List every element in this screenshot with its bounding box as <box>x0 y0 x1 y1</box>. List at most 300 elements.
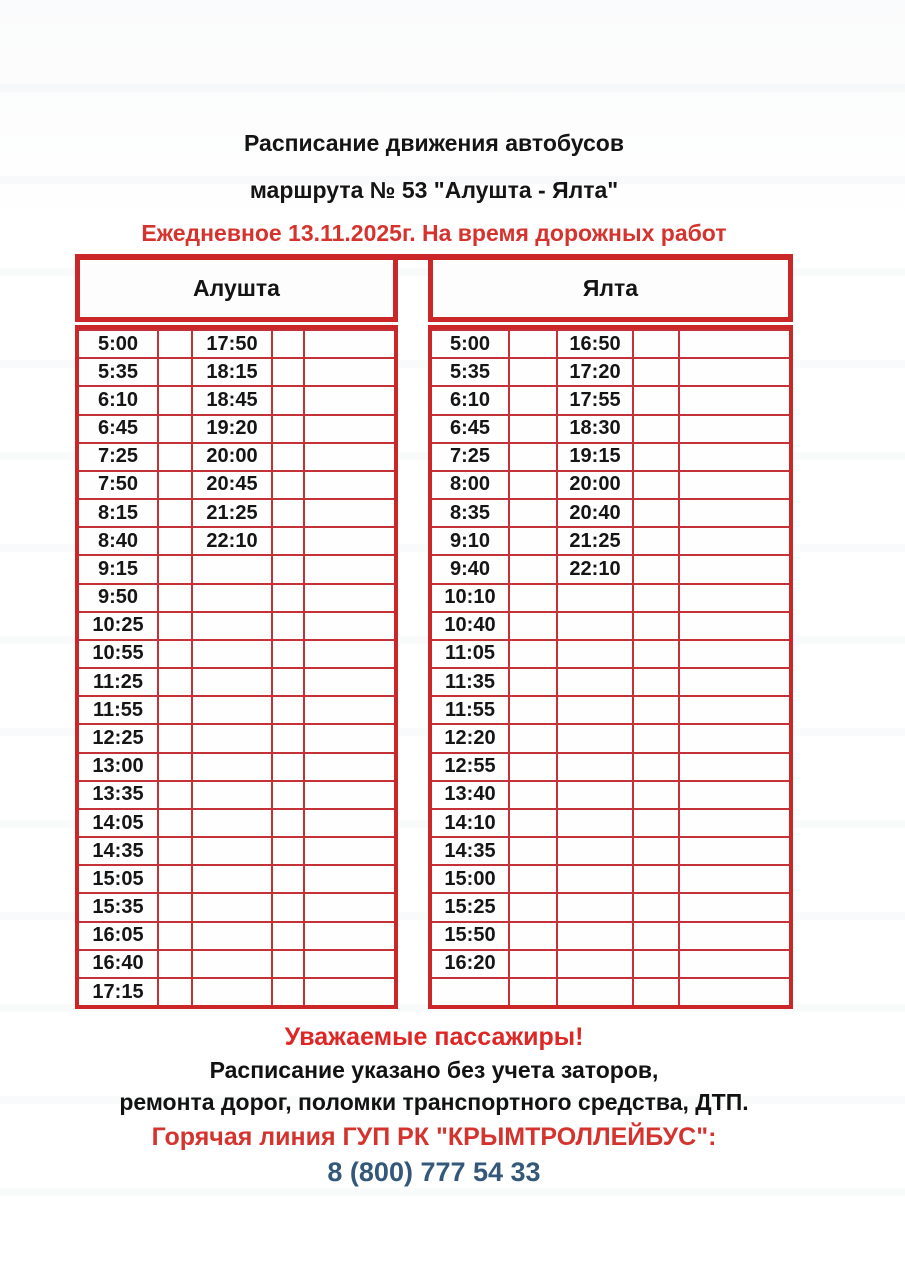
empty-cell <box>680 641 789 667</box>
hotline-phone-number: 8 (800) 777 54 33 <box>327 1157 541 1187</box>
departure-time-cell: 7:25 <box>432 444 510 470</box>
departure-time-cell <box>193 669 273 695</box>
departure-time-cell: 14:05 <box>79 810 159 836</box>
departure-time-cell: 11:55 <box>79 697 159 723</box>
yalta-table <box>428 260 793 1009</box>
empty-cell <box>510 838 558 864</box>
schedule-row <box>79 498 394 526</box>
departure-time-cell: 21:25 <box>558 528 634 554</box>
empty-cell <box>634 782 680 808</box>
empty-cell <box>680 697 789 723</box>
departure-time-cell <box>193 782 273 808</box>
empty-cell <box>273 444 305 470</box>
empty-cell <box>680 331 789 357</box>
empty-cell <box>680 725 789 751</box>
departure-time-cell <box>558 951 634 977</box>
empty-cell <box>273 416 305 442</box>
yalta-table-body <box>428 325 793 1009</box>
schedule-row <box>432 977 789 1005</box>
departure-time-cell: 11:05 <box>432 641 510 667</box>
empty-cell <box>680 810 789 836</box>
schedule-row <box>432 695 789 723</box>
empty-cell <box>510 585 558 611</box>
empty-cell <box>510 444 558 470</box>
empty-cell <box>159 866 193 892</box>
alushta-table-header <box>75 260 398 322</box>
departure-time-cell: 18:30 <box>558 416 634 442</box>
empty-cell <box>510 979 558 1005</box>
departure-time-cell <box>193 894 273 920</box>
departure-time-cell <box>558 894 634 920</box>
empty-cell <box>273 331 305 357</box>
departure-time-cell: 6:10 <box>79 387 159 413</box>
empty-cell <box>159 838 193 864</box>
empty-cell <box>680 951 789 977</box>
empty-cell <box>305 444 394 470</box>
departure-time-cell: 7:25 <box>79 444 159 470</box>
empty-cell <box>510 923 558 949</box>
empty-cell <box>305 556 394 582</box>
empty-cell <box>510 613 558 639</box>
yalta-table-header <box>428 260 793 322</box>
schedule-row <box>432 723 789 751</box>
poster-footer <box>75 1009 793 1187</box>
schedule-row <box>79 554 394 582</box>
schedule-row <box>79 921 394 949</box>
empty-cell <box>510 556 558 582</box>
empty-cell <box>305 528 394 554</box>
empty-cell <box>273 697 305 723</box>
departure-time-cell <box>558 697 634 723</box>
empty-cell <box>159 641 193 667</box>
departure-time-cell: 8:35 <box>432 500 510 526</box>
schedule-row <box>79 892 394 920</box>
departure-time-cell <box>558 725 634 751</box>
empty-cell <box>159 556 193 582</box>
empty-cell <box>305 669 394 695</box>
empty-cell <box>305 585 394 611</box>
departure-time-cell: 17:50 <box>193 331 273 357</box>
schedule-row <box>79 780 394 808</box>
schedule-row <box>79 583 394 611</box>
departure-time-cell: 16:40 <box>79 951 159 977</box>
empty-cell <box>273 754 305 780</box>
schedule-row <box>79 836 394 864</box>
departure-time-cell: 11:25 <box>79 669 159 695</box>
empty-cell <box>680 387 789 413</box>
departure-time-cell: 13:40 <box>432 782 510 808</box>
empty-cell <box>510 500 558 526</box>
schedule-row <box>432 667 789 695</box>
schedule-row <box>432 836 789 864</box>
empty-cell <box>680 556 789 582</box>
empty-cell <box>680 472 789 498</box>
departure-time-cell <box>193 810 273 836</box>
departure-time-cell: 7:50 <box>79 472 159 498</box>
schedule-row <box>432 498 789 526</box>
schedule-row <box>79 667 394 695</box>
schedule-row <box>432 526 789 554</box>
empty-cell <box>634 472 680 498</box>
empty-cell <box>634 500 680 526</box>
empty-cell <box>680 866 789 892</box>
empty-cell <box>634 528 680 554</box>
empty-cell <box>305 866 394 892</box>
empty-cell <box>680 923 789 949</box>
empty-cell <box>159 387 193 413</box>
schedule-row <box>79 526 394 554</box>
empty-cell <box>634 725 680 751</box>
departure-time-cell: 19:20 <box>193 416 273 442</box>
empty-cell <box>634 359 680 385</box>
empty-cell <box>634 951 680 977</box>
empty-cell <box>273 951 305 977</box>
departure-time-cell: 5:35 <box>432 359 510 385</box>
departure-time-cell <box>193 641 273 667</box>
schedule-row <box>79 414 394 442</box>
passengers-notice-title: Уважаемые пассажиры! <box>284 1023 584 1051</box>
empty-cell <box>305 810 394 836</box>
schedule-row <box>79 977 394 1005</box>
empty-cell <box>510 754 558 780</box>
empty-cell <box>680 585 789 611</box>
empty-cell <box>510 810 558 836</box>
departure-time-cell: 22:10 <box>193 528 273 554</box>
empty-cell <box>305 951 394 977</box>
timetable <box>75 254 793 1009</box>
schedule-row <box>79 385 394 413</box>
empty-cell <box>159 923 193 949</box>
departure-time-cell: 9:40 <box>432 556 510 582</box>
empty-cell <box>159 585 193 611</box>
empty-cell <box>273 979 305 1005</box>
departure-time-cell: 5:00 <box>79 331 159 357</box>
empty-cell <box>159 951 193 977</box>
empty-cell <box>634 754 680 780</box>
empty-cell <box>680 416 789 442</box>
departure-time-cell: 15:25 <box>432 894 510 920</box>
schedule-row <box>432 554 789 582</box>
empty-cell <box>305 500 394 526</box>
departure-time-cell: 20:00 <box>193 444 273 470</box>
departure-time-cell <box>558 838 634 864</box>
schedule-validity-subtitle: Ежедневное 13.11.2025г. На время дорожных работ <box>141 220 727 246</box>
departure-time-cell: 17:55 <box>558 387 634 413</box>
departure-time-cell: 14:35 <box>79 838 159 864</box>
empty-cell <box>159 613 193 639</box>
departure-time-cell: 9:15 <box>79 556 159 582</box>
departure-time-cell: 17:15 <box>79 979 159 1005</box>
departure-time-cell: 12:55 <box>432 754 510 780</box>
empty-cell <box>510 866 558 892</box>
empty-cell <box>305 725 394 751</box>
empty-cell <box>510 669 558 695</box>
departure-time-cell: 10:40 <box>432 613 510 639</box>
empty-cell <box>159 472 193 498</box>
departure-time-cell: 5:00 <box>432 331 510 357</box>
empty-cell <box>510 359 558 385</box>
alushta-table <box>75 260 398 1009</box>
departure-time-cell: 16:50 <box>558 331 634 357</box>
departure-time-cell <box>193 697 273 723</box>
empty-cell <box>305 359 394 385</box>
departure-time-cell: 8:40 <box>79 528 159 554</box>
empty-cell <box>305 754 394 780</box>
empty-cell <box>305 387 394 413</box>
empty-cell <box>273 641 305 667</box>
empty-cell <box>510 387 558 413</box>
empty-cell <box>680 894 789 920</box>
empty-cell <box>680 669 789 695</box>
empty-cell <box>680 500 789 526</box>
empty-cell <box>634 923 680 949</box>
empty-cell <box>634 894 680 920</box>
departure-time-cell: 16:20 <box>432 951 510 977</box>
empty-cell <box>305 613 394 639</box>
departure-time-cell: 15:35 <box>79 894 159 920</box>
yalta-header-label: Ялта <box>582 275 639 301</box>
departure-time-cell: 12:20 <box>432 725 510 751</box>
departure-time-cell <box>558 866 634 892</box>
empty-cell <box>510 528 558 554</box>
schedule-row <box>432 780 789 808</box>
schedule-row <box>432 611 789 639</box>
empty-cell <box>634 416 680 442</box>
schedule-row <box>432 470 789 498</box>
departure-time-cell: 11:35 <box>432 669 510 695</box>
departure-time-cell: 21:25 <box>193 500 273 526</box>
empty-cell <box>510 416 558 442</box>
departure-time-cell: 5:35 <box>79 359 159 385</box>
alushta-header-label: Алушта <box>193 275 280 301</box>
empty-cell <box>159 979 193 1005</box>
empty-cell <box>159 754 193 780</box>
empty-cell <box>273 725 305 751</box>
departure-time-cell <box>193 725 273 751</box>
departure-time-cell: 10:10 <box>432 585 510 611</box>
departure-time-cell <box>558 613 634 639</box>
empty-cell <box>305 923 394 949</box>
hotline-label: Горячая линия ГУП РК "КРЫМТРОЛЛЕЙБУС": <box>151 1123 717 1151</box>
empty-cell <box>305 331 394 357</box>
schedule-row <box>432 949 789 977</box>
empty-cell <box>634 331 680 357</box>
empty-cell <box>159 810 193 836</box>
schedule-row <box>432 357 789 385</box>
schedule-row <box>79 949 394 977</box>
empty-cell <box>159 669 193 695</box>
empty-cell <box>634 838 680 864</box>
empty-cell <box>273 782 305 808</box>
empty-cell <box>510 782 558 808</box>
departure-time-cell <box>558 754 634 780</box>
schedule-row <box>79 723 394 751</box>
schedule-row <box>432 414 789 442</box>
empty-cell <box>634 979 680 1005</box>
empty-cell <box>510 697 558 723</box>
page-title-line1: Расписание движения автобусов <box>244 130 624 156</box>
departure-time-cell: 6:45 <box>79 416 159 442</box>
schedule-row <box>79 752 394 780</box>
schedule-row <box>79 470 394 498</box>
empty-cell <box>273 387 305 413</box>
empty-cell <box>305 697 394 723</box>
page-title-line2: маршрута № 53 "Алушта - Ялта" <box>249 177 619 203</box>
empty-cell <box>634 444 680 470</box>
departure-time-cell: 18:45 <box>193 387 273 413</box>
schedule-row <box>432 442 789 470</box>
empty-cell <box>680 838 789 864</box>
empty-cell <box>159 725 193 751</box>
empty-cell <box>680 444 789 470</box>
empty-cell <box>634 669 680 695</box>
empty-cell <box>159 894 193 920</box>
empty-cell <box>159 444 193 470</box>
schedule-row <box>432 892 789 920</box>
departure-time-cell <box>193 923 273 949</box>
empty-cell <box>305 838 394 864</box>
schedule-row <box>432 921 789 949</box>
empty-cell <box>273 613 305 639</box>
departure-time-cell <box>558 782 634 808</box>
empty-cell <box>634 613 680 639</box>
empty-cell <box>305 979 394 1005</box>
empty-cell <box>273 359 305 385</box>
empty-cell <box>273 500 305 526</box>
empty-cell <box>680 359 789 385</box>
departure-time-cell: 12:25 <box>79 725 159 751</box>
departure-time-cell: 14:35 <box>432 838 510 864</box>
departure-time-cell: 6:10 <box>432 387 510 413</box>
departure-time-cell: 10:25 <box>79 613 159 639</box>
departure-time-cell <box>193 866 273 892</box>
schedule-row <box>432 808 789 836</box>
departure-time-cell: 19:15 <box>558 444 634 470</box>
departure-time-cell: 22:10 <box>558 556 634 582</box>
empty-cell <box>159 697 193 723</box>
empty-cell <box>305 782 394 808</box>
empty-cell <box>273 894 305 920</box>
empty-cell <box>510 331 558 357</box>
departure-time-cell: 20:00 <box>558 472 634 498</box>
empty-cell <box>634 556 680 582</box>
empty-cell <box>305 472 394 498</box>
departure-time-cell <box>558 810 634 836</box>
empty-cell <box>273 556 305 582</box>
departure-time-cell: 11:55 <box>432 697 510 723</box>
departure-time-cell: 9:50 <box>79 585 159 611</box>
schedule-row <box>79 329 394 357</box>
schedule-row <box>432 752 789 780</box>
departure-time-cell <box>558 979 634 1005</box>
alushta-table-body <box>75 325 398 1009</box>
departure-time-cell: 16:05 <box>79 923 159 949</box>
schedule-row <box>432 583 789 611</box>
empty-cell <box>159 500 193 526</box>
empty-cell <box>510 894 558 920</box>
empty-cell <box>159 331 193 357</box>
departure-time-cell: 10:55 <box>79 641 159 667</box>
departure-time-cell <box>558 585 634 611</box>
departure-time-cell: 14:10 <box>432 810 510 836</box>
empty-cell <box>680 754 789 780</box>
empty-cell <box>273 838 305 864</box>
schedule-row <box>432 385 789 413</box>
departure-time-cell <box>558 923 634 949</box>
schedule-row <box>432 864 789 892</box>
schedule-row <box>79 611 394 639</box>
empty-cell <box>634 641 680 667</box>
departure-time-cell <box>193 585 273 611</box>
departure-time-cell <box>432 979 510 1005</box>
empty-cell <box>680 782 789 808</box>
empty-cell <box>634 387 680 413</box>
empty-cell <box>634 866 680 892</box>
departure-time-cell: 15:00 <box>432 866 510 892</box>
departure-time-cell: 15:05 <box>79 866 159 892</box>
empty-cell <box>273 528 305 554</box>
empty-cell <box>273 810 305 836</box>
empty-cell <box>680 979 789 1005</box>
departure-time-cell: 20:40 <box>558 500 634 526</box>
schedule-row <box>432 329 789 357</box>
schedule-row <box>79 357 394 385</box>
departure-time-cell: 20:45 <box>193 472 273 498</box>
schedule-row <box>79 442 394 470</box>
poster-header <box>75 0 793 246</box>
departure-time-cell: 18:15 <box>193 359 273 385</box>
empty-cell <box>273 866 305 892</box>
departure-time-cell <box>558 669 634 695</box>
empty-cell <box>159 416 193 442</box>
schedule-row <box>432 639 789 667</box>
schedule-row <box>79 864 394 892</box>
departure-time-cell <box>558 641 634 667</box>
schedule-row <box>79 639 394 667</box>
departure-time-cell: 6:45 <box>432 416 510 442</box>
empty-cell <box>680 613 789 639</box>
departure-time-cell: 17:20 <box>558 359 634 385</box>
empty-cell <box>510 472 558 498</box>
empty-cell <box>273 669 305 695</box>
empty-cell <box>634 810 680 836</box>
empty-cell <box>634 697 680 723</box>
departure-time-cell <box>193 838 273 864</box>
empty-cell <box>680 528 789 554</box>
notice-line-2: ремонта дорог, поломки транспортного средства, ДТП. <box>119 1089 749 1115</box>
empty-cell <box>159 359 193 385</box>
departure-time-cell: 8:00 <box>432 472 510 498</box>
empty-cell <box>305 641 394 667</box>
schedule-row <box>79 695 394 723</box>
empty-cell <box>510 951 558 977</box>
departure-time-cell: 13:35 <box>79 782 159 808</box>
departure-time-cell <box>193 754 273 780</box>
departure-time-cell <box>193 979 273 1005</box>
departure-time-cell <box>193 951 273 977</box>
empty-cell <box>273 923 305 949</box>
empty-cell <box>510 725 558 751</box>
empty-cell <box>305 894 394 920</box>
notice-line-1: Расписание указано без учета заторов, <box>209 1057 659 1083</box>
departure-time-cell: 8:15 <box>79 500 159 526</box>
empty-cell <box>634 585 680 611</box>
departure-time-cell <box>193 613 273 639</box>
departure-time-cell <box>193 556 273 582</box>
schedule-row <box>79 808 394 836</box>
empty-cell <box>305 416 394 442</box>
departure-time-cell: 13:00 <box>79 754 159 780</box>
